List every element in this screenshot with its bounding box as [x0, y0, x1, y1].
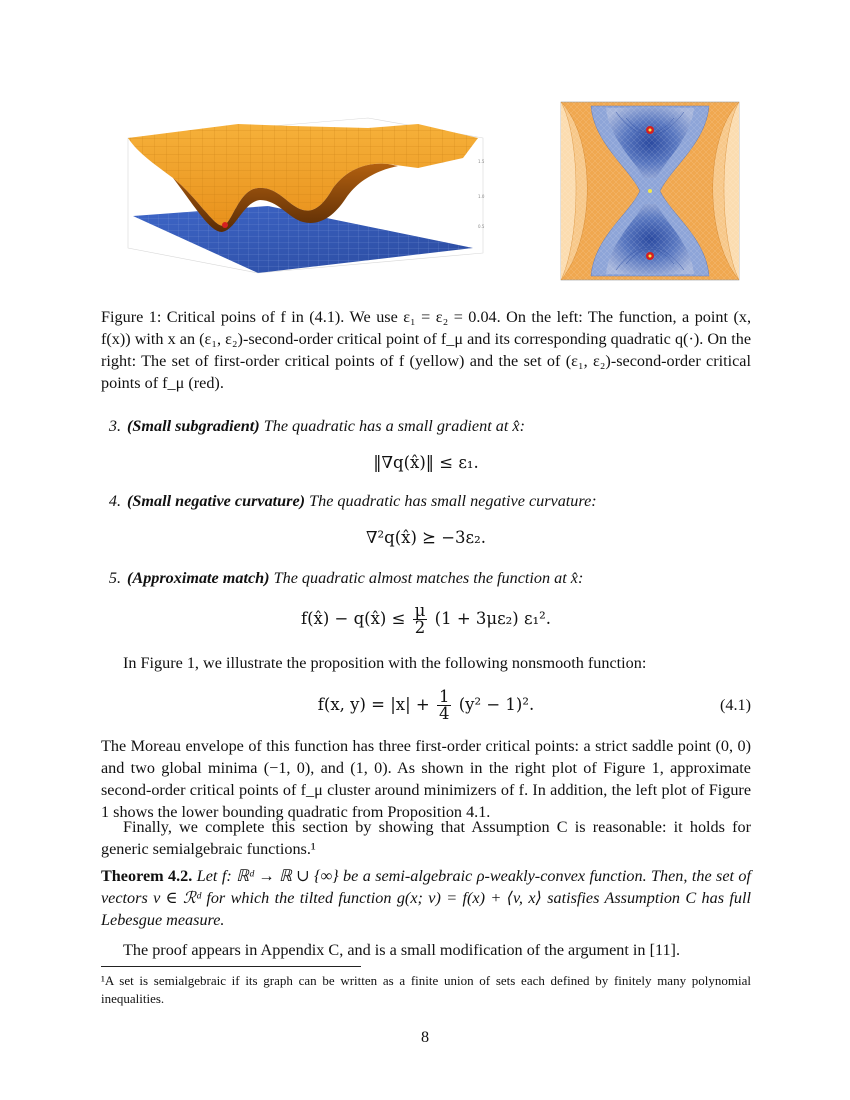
svg-text:1.5: 1.5: [478, 159, 485, 164]
first-order-critical-saddle: [648, 189, 652, 193]
svg-text:0.5: 0.5: [478, 224, 485, 229]
equation-4-1: f(x, y) = |x| + $\frac{1}{4}$ (y² − 1)². (4.1): [101, 684, 751, 726]
figure-contour-plot: [556, 98, 744, 286]
paragraph-assumption: Finally, we complete this section by showing that Assumption C is reasonable: it holds for generic semialgebraic functions.¹: [101, 818, 751, 858]
paragraph-proof: The proof appears in Appendix C, and is a small modification of the argument in [11].: [123, 941, 680, 959]
equation-negative-curvature: ∇²q(x̂) ⪰ −3ε₂.: [366, 528, 486, 547]
paragraph-illustration: In Figure 1, we illustrate the proposition with the following nonsmooth function:: [123, 654, 647, 672]
footnote: ¹A set is semialgebraic if its graph can be written as a finite union of sets each defined by finitely many polynomial inequalities.: [101, 973, 751, 1006]
page-number: 8: [420, 1028, 430, 1046]
list-item-3: 3. (Small subgradient) The quadratic has a small gradient at x̂:: [108, 417, 525, 435]
list-item-4: 4. (Small negative curvature) The quadratic has small negative curvature:: [108, 492, 597, 510]
equation-small-gradient: ‖∇q(x̂)‖ ≤ ε₁.: [373, 453, 479, 472]
equation-number: (4.1): [719, 696, 751, 714]
theorem-4-2: Theorem 4.2. Let f: ℝᵈ → ℝ ∪ {∞} be a semi-algebraic ρ-weakly-convex function. Then, the set of vectors v ∈ ℛᵈ for which the tilted function g(x; v) = f(x) + ⟨v, x⟩ satisfies Assumption C has full Lebesgue measure.: [101, 867, 752, 929]
paragraph-moreau: The Moreau envelope of this function has three first-order critical points: a strict saddle point (0, 0) and two global minima (−1, 0), and (1, 0). As shown in the right plot of Figure 1, approximate second-order critical points of f_μ cluster around minimizers of f. In addition, the left plot of Figure 1 shows the lower bounding quadratic from Proposition 4.1.: [101, 737, 751, 821]
footnote-rule: [101, 966, 361, 967]
svg-text:1.0: 1.0: [478, 194, 485, 199]
figure-surface-plot: [118, 98, 490, 286]
theorem-label: Theorem 4.2.: [101, 867, 193, 885]
equation-approximate-match: f(x̂) − q(x̂) ≤ $\frac{\mu}{2}$ (1 + 3με₂) ε₁².: [301, 601, 551, 637]
list-item-5: 5. (Approximate match) The quadratic almost matches the function at x̂:: [108, 569, 584, 587]
figure-caption: Figure 1: Critical poins of f in (4.1). We use ε₁ = ε₂ = 0.04. On the left: The function, a point (x, f(x)) with x an (ε₁, ε₂)-second-order critical point of f_μ and its corresponding quadratic q(·). On the right: The set of first-order critical points of f (yellow) and the set of (ε₁, ε₂)-second-order critical points of f_μ (red).: [101, 308, 751, 392]
critical-point-marker: [222, 222, 228, 228]
